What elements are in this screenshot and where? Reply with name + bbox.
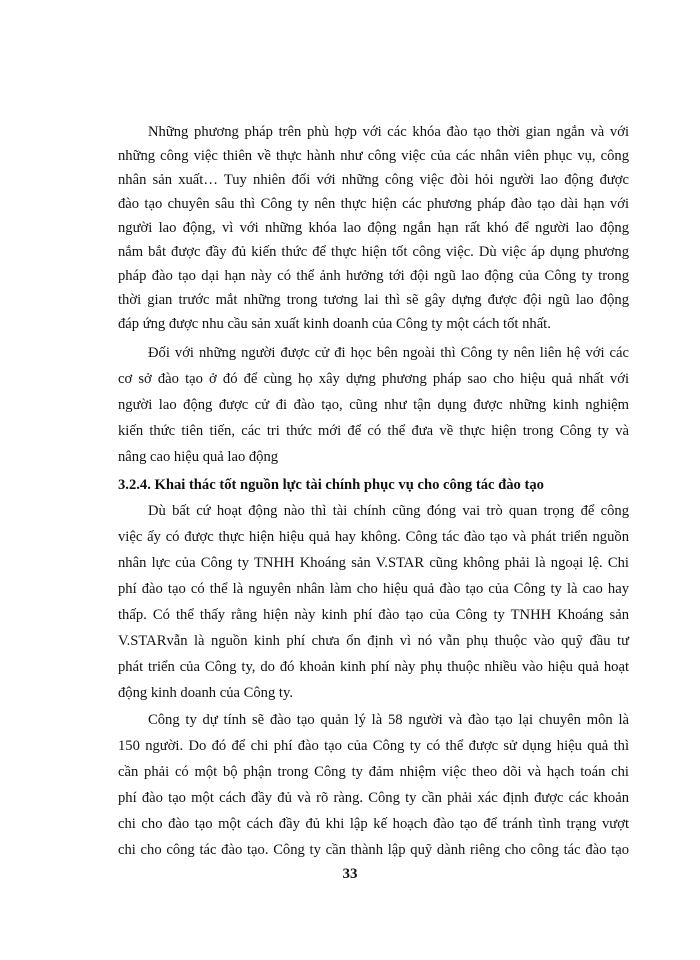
section-paragraph-2-line-4: phí đào tạo một cách đầy đủ và rõ ràng. Công ty cần phải xác định được các khoản [118,790,629,806]
section-paragraph-2-line-2: 150 người. Do đó để chi phí đào tạo của Công ty có thể được sử dụng hiệu quả thì [118,738,629,754]
paragraph-1-line-6: nắm bắt được đầy đủ kiến thức để thực hiện tốt công việc. Dù việc áp dụng phương [118,244,629,260]
paragraph-1-line-4: đào tạo chuyên sâu thì Công ty nên thực hiện các phương pháp đào tạo dài hạn với [118,196,629,212]
paragraph-1-line-1: Những phương pháp trên phù hợp với các khóa đào tạo thời gian ngắn và với [148,124,629,140]
paragraph-1-line-8: thời gian trước mắt những trong tương lai thì sẽ gây dựng được đội ngũ lao động [118,292,629,308]
section-paragraph-2-line-3: cần phải có một bộ phận trong Công ty đảm nhiệm việc theo dõi và hạch toán chi [118,764,629,780]
section-paragraph-2-line-5: chi cho đào tạo một cách đầy đủ khi lập kế hoạch đào tạo để tránh tình trạng vượt [118,816,629,832]
section-paragraph-1-line-6: V.STARvẫn là nguồn kinh phí chưa ổn định vì nó vẫn phụ thuộc vào quỹ đầu tư [118,633,629,649]
paragraph-2-line-3: người lao động được cử đi đào tạo, cũng như tận dụng được những kinh nghiệm [118,397,629,413]
paragraph-2-line-2: cơ sở đào tạo ở đó để cùng họ xây dựng phương pháp sao cho hiệu quả nhất với [118,371,629,387]
section-heading: 3.2.4. Khai thác tốt nguồn lực tài chính phục vụ cho công tác đào tạo [118,477,544,493]
section-paragraph-1-line-3: nhân lực của Công ty TNHH Khoáng sản V.STAR cũng không phải là ngoại lệ. Chi [118,555,629,571]
paragraph-1-line-5: người lao động, vì với những khóa lao động ngắn hạn rất khó để người lao động [118,220,629,236]
section-paragraph-2-line-6: chi cho công tác đào tạo. Công ty cần thành lập quỹ dành riêng cho công tác đào tạo [118,842,629,858]
paragraph-2-line-4: kiến thức tiên tiến, các tri thức mới để có thể đưa về thực hiện trong Công ty và [118,423,629,439]
page-number: 33 [342,866,358,882]
section-paragraph-1-line-8: động kinh doanh của Công ty. [118,685,293,701]
paragraph-2-line-1: Đối với những người được cử đi học bên ngoài thì Công ty nên liên hệ với các [148,345,629,361]
section-paragraph-1-line-4: phí đào tạo có thể là nguyên nhân làm cho hiệu quả đào tạo của Công ty là cao hay [118,581,629,597]
section-paragraph-1-line-2: việc ấy có được thực hiện hiệu quả hay không. Công tác đào tạo và phát triển nguồn [118,529,629,545]
section-paragraph-2-line-1: Công ty dự tính sẽ đào tạo quản lý là 58 người và đào tạo lại chuyên môn là [148,712,629,728]
paragraph-1-line-3: nhân sản xuất… Tuy nhiên đối với những công việc đòi hỏi người lao động được [118,172,629,188]
paragraph-1-line-7: pháp đào tạo dại hạn này có thể ảnh hưởng tới đội ngũ lao động của Công ty trong [118,268,629,284]
section-paragraph-1-line-7: phát triển của Công ty, do đó khoản kinh phí này phụ thuộc nhiều vào hiệu quả hoạt [118,659,629,675]
paragraph-1-line-2: những công việc thiên về thực hành như công việc của các nhân viên phục vụ, công [118,148,629,164]
paragraph-2-line-5: nâng cao hiệu quả lao động [118,449,279,465]
section-paragraph-1-line-5: thấp. Có thể thấy rằng hiện này kinh phí đào tạo của Công ty TNHH Khoáng sản [118,607,629,623]
section-paragraph-1-line-1: Dù bất cứ hoạt động nào thì tài chính cũng đóng vai trò quan trọng để công [148,503,629,519]
paragraph-1-line-9: đáp ứng được nhu cầu sản xuất kinh doanh của Công ty một cách tốt nhất. [118,316,551,332]
